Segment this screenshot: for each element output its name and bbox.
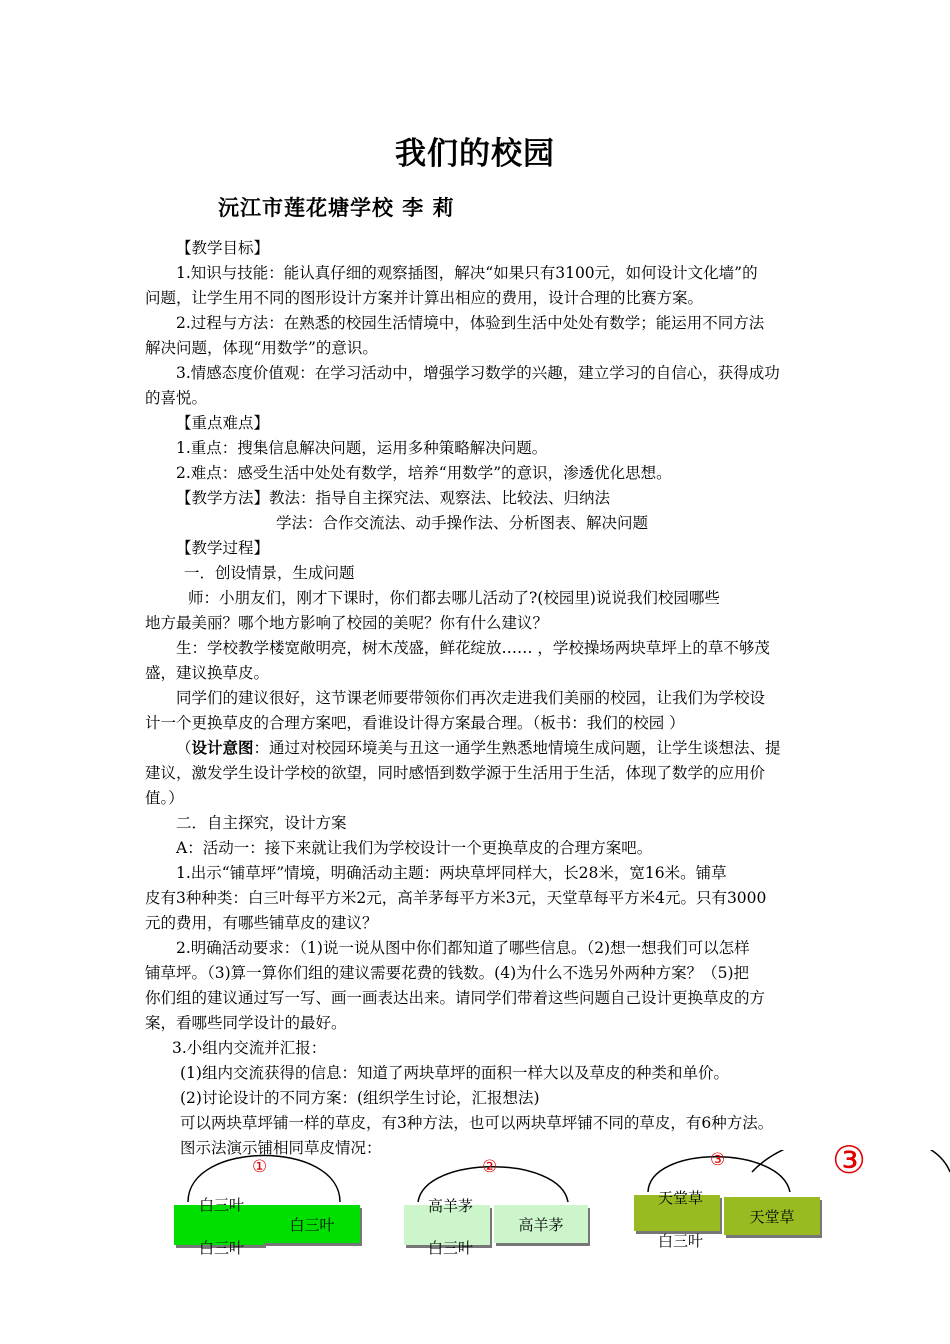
paragraph-line: 2.过程与方法：在熟悉的校园生活情境中，体验到生活中处处有数学；能运用不同方法 [176,314,765,332]
subsection-heading: 二．自主探究，设计方案 [176,814,347,832]
paragraph-line: (2)讨论设计的不同方案：(组织学生讨论，汇报想法) [180,1089,540,1107]
paragraph-line: 的喜悦。 [145,389,208,407]
paragraph-line: 1.重点：搜集信息解决问题，运用多种策略解决问题。 [176,439,548,457]
paragraph-line: 3.小组内交流并汇报： [172,1039,327,1057]
paragraph-line: 1.出示“铺草坪”情境，明确活动主题：两块草坪同样大，长28米，宽16米。铺草 [176,864,727,882]
section-heading: 【教学方法】教法：指导自主探究法、观察法、比较法、归纳法 [176,489,611,507]
lawn-label: 白三叶 [199,1239,245,1257]
paragraph-line: 你们组的建议通过写一写、画一画表达出来。请同学们带着这些问题自己设计更换草皮的方 [145,989,766,1007]
paragraph-line: 3.情感态度价值观：在学习活动中，增强学习数学的兴趣，建立学习的自信心，获得成功 [176,364,780,382]
paragraph-line: 1.知识与技能：能认真仔细的观察插图，解决“如果只有3100元，如何设计文化墙”的 [176,264,758,282]
lawn-label: 高羊茅 [428,1197,474,1215]
option-number-3: ③ [710,1150,726,1170]
option-number-3-large: ③ [832,1138,867,1182]
paragraph-line: 2.难点：感受生活中处处有数学，培养“用数学”的意识，渗透优化思想。 [176,464,672,482]
paragraph-line: 盛，建议换草皮。 [145,664,270,682]
lawn-box: 高羊茅 [494,1205,588,1243]
lawn-box: 天堂草 [724,1197,820,1235]
option-number-2: ② [482,1157,498,1177]
design-intent-label: 设计意图 [191,738,254,757]
lawn-label: 白三叶 [199,1196,245,1214]
paragraph-line: 师：小朋友们，刚才下课时，你们都去哪儿活动了?(校园里)说说我们校园哪些 [188,589,720,607]
paragraph-line: 生：学校教学楼宽敞明亮，树木茂盛，鲜花绽放…… ，学校操场两块草坪上的草不够茂 [176,639,770,657]
paragraph-line: 案，看哪些同学设计的最好。 [145,1014,347,1032]
paragraph-line: 计一个更换草皮的合理方案吧，看谁设计得方案最合理。（板书：我们的校园 ） [145,714,685,732]
paragraph-line: (1)组内交流获得的信息：知道了两块草坪的面积一样大以及草皮的种类和单价。 [180,1064,729,1082]
paragraph-line: 同学们的建议很好，这节课老师要带领你们再次走进我们美丽的校园，让我们为学校设 [176,689,766,707]
paragraph-line: 元的费用，有哪些铺草皮的建议？ [145,914,378,932]
paragraph-line: 建议，激发学生设计学校的欲望，同时感悟到数学源于生活用于生活，体现了数学的应用价 [145,764,766,782]
lawn-label: 天堂草 [658,1189,704,1207]
lawn-label: 白三叶 [428,1239,474,1257]
paragraph-line: 问题，让学生用不同的图形设计方案并计算出相应的费用，设计合理的比赛方案。 [145,289,704,307]
paragraph-line: A：活动一：接下来就让我们为学校设计一个更换草皮的合理方案吧。 [176,839,653,857]
paragraph-line: 地方最美丽？哪个地方影响了校园的美呢？你有什么建议？ [145,614,549,632]
paragraph-line: 图示法演示铺相同草皮情况： [180,1139,382,1157]
subsection-heading: 一．创设情景，生成问题 [184,564,355,582]
diagram-arcs [0,1150,950,1344]
paragraph-line: 铺草坪。（3)算一算你们组的建议需要花费的钱数。(4)为什么不选另外两种方案？（5)把 [145,964,750,982]
section-heading: 【教学过程】 [176,539,270,557]
paragraph-line: 可以两块草坪铺一样的草皮，有3种方法，也可以两块草坪铺不同的草皮，有6种方法。 [180,1114,774,1132]
page-title: 我们的校园 [395,136,555,172]
option-number-1: ① [252,1157,268,1177]
section-heading: 【教学目标】 [176,239,270,257]
author-line: 沅江市莲花塘学校 李 莉 [218,196,455,220]
lawn-box: 白三叶 [264,1205,360,1243]
paragraph-line: 学法：合作交流法、动手操作法、分析图表、解决问题 [276,514,649,532]
design-intent-line: （设计意图：通过对校园环境美与丑这一通学生熟悉地情境生成问题，让学生谈想法、提 [176,738,781,757]
paragraph-line: 皮有3种种类：白三叶每平方米2元，高羊茅每平方米3元，天堂草每平方米4元。只有3000 [145,889,767,907]
paragraph-line: 解决问题，体现“用数学”的意识。 [145,339,378,357]
lawn-label: 白三叶 [658,1232,704,1250]
paragraph-line: 2.明确活动要求：（1)说一说从图中你们都知道了哪些信息。（2)想一想我们可以怎样 [176,939,750,957]
paragraph-line: 值。） [145,789,184,807]
section-heading: 【重点难点】 [176,414,270,432]
